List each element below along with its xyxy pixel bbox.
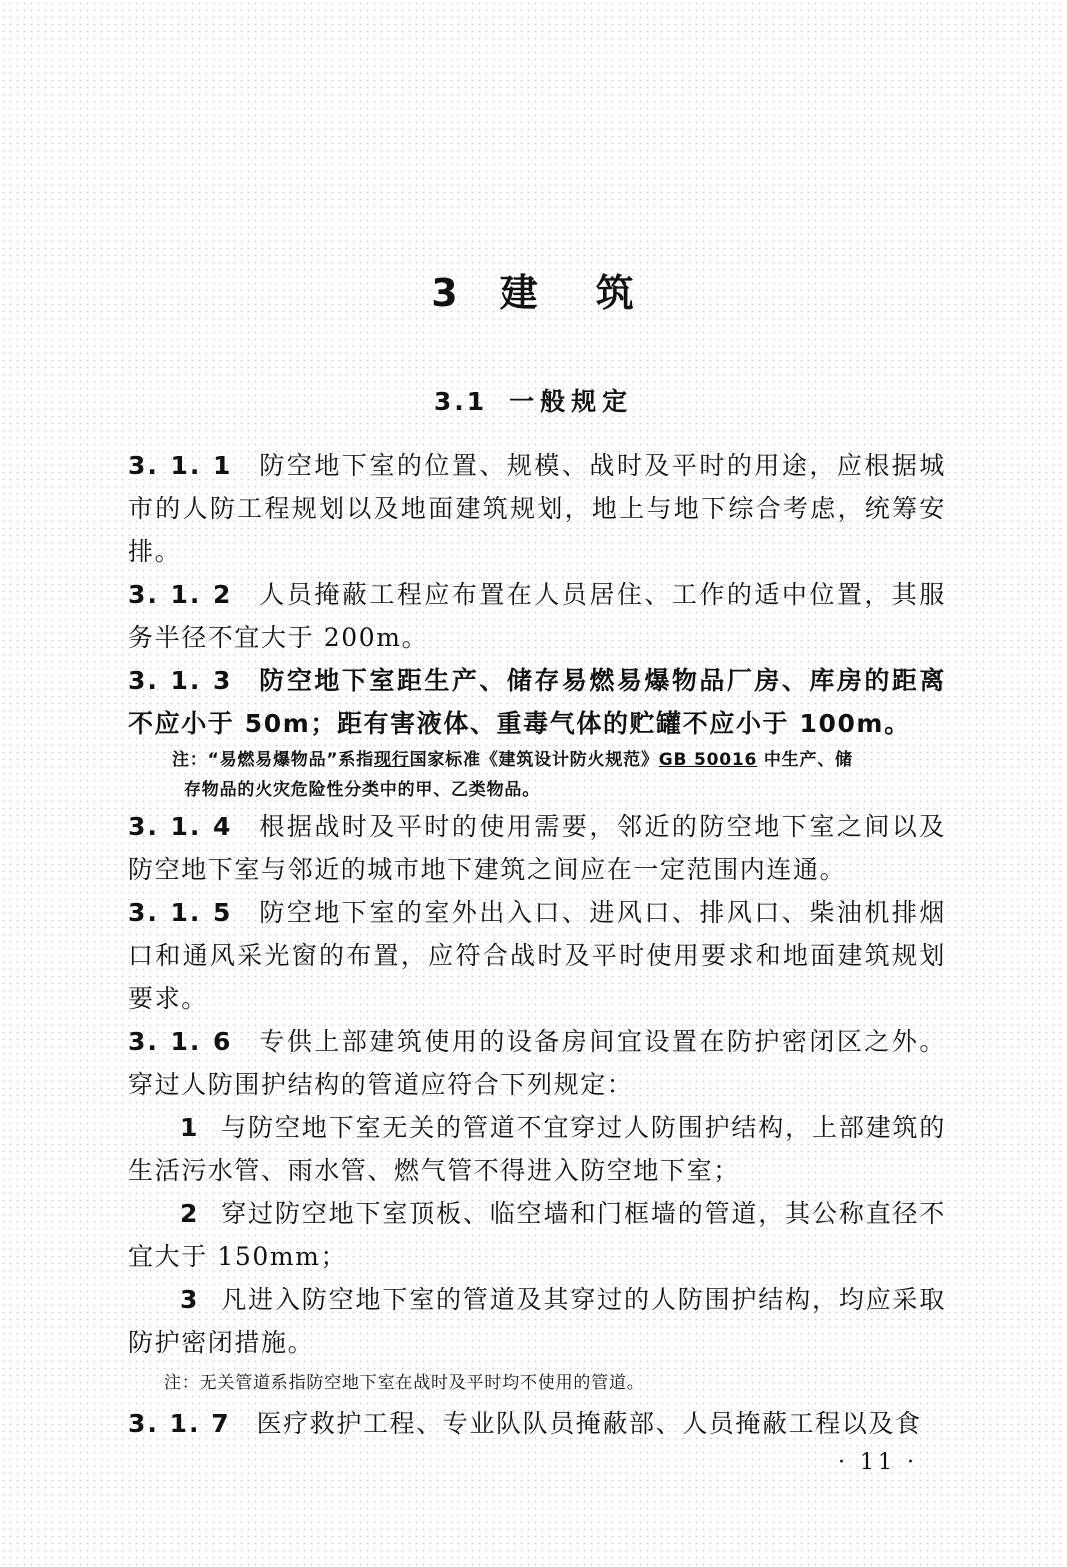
chapter-title-char-2: 筑: [595, 271, 636, 315]
item-text: 穿过防空地下室顶板、临空墙和门框墙的管道，其公称直径不宜大于 150mm；: [128, 1199, 946, 1271]
item-number: 3: [180, 1285, 199, 1314]
clause-text: 根据战时及平时的使用需要，邻近的防空地下室之间以及防空地下室与邻近的城市地下建筑之间应在一定范围内连通。: [128, 812, 946, 884]
clause-3-1-6-item-2: [128, 1192, 946, 1278]
note-middle: 国家标准《建筑设计防火规范》: [409, 750, 659, 770]
clause-text: 防空地下室的位置、规模、战时及平时的用途，应根据城市的人防工程规划以及地面建筑规划，地上与地下综合考虑，统筹安排。: [128, 451, 946, 566]
clause-number: 3. 1. 1: [128, 451, 233, 480]
clause-text: 医疗救护工程、专业队队员掩蔽部、人员掩蔽工程以及食: [256, 1409, 922, 1438]
clause-3-1-1: [128, 444, 946, 573]
clause-3-1-7: [128, 1402, 946, 1445]
clause-3-1-6-item-3: [128, 1278, 946, 1364]
clause-number: 3. 1. 6: [128, 1027, 233, 1056]
clause-text: 防空地下室距生产、储存易燃易爆物品厂房、库房的距离不应小于 50m；距有害液体、重毒气体的贮罐不应小于 100m。: [128, 666, 946, 738]
clause-3-1-4: [128, 805, 946, 891]
chapter-number: 3: [431, 271, 460, 315]
note-underlined-term: 现行: [373, 750, 410, 770]
chapter-title-char-1: 建: [499, 271, 540, 315]
body-text: [128, 444, 946, 1445]
page-number: · 11 ·: [838, 1450, 918, 1475]
clause-number: 3. 1. 4: [128, 812, 233, 841]
note-line-2: 存物品的火灾危险性分类中的甲、乙类物品。: [184, 780, 540, 800]
clause-number: 3. 1. 5: [128, 898, 233, 927]
clause-text: 人员掩蔽工程应布置在人员居住、工作的适中位置，其服务半径不宜大于 200m。: [128, 580, 946, 652]
clause-text: 防空地下室的室外出入口、进风口、排风口、柴油机排烟口和通风采光窗的布置，应符合战时及平时使用要求和地面建筑规划要求。: [128, 898, 946, 1013]
clause-3-1-3-note: [128, 745, 946, 805]
clause-3-1-6-item-1: [128, 1106, 946, 1192]
chapter-title: [0, 262, 1067, 317]
clause-3-1-3: [128, 659, 946, 745]
clause-number: 3. 1. 2: [128, 580, 233, 609]
note-prefix: 注：“易燃易爆物品”系指: [172, 750, 374, 770]
clause-number: 3. 1. 3: [128, 666, 233, 695]
item-number: 1: [180, 1113, 199, 1142]
clause-3-1-5: [128, 891, 946, 1020]
item-text: 与防空地下室无关的管道不宜穿过人防围护结构，上部建筑的生活污水管、雨水管、燃气管不得进入防空地下室；: [128, 1113, 946, 1185]
section-title: [0, 382, 1067, 418]
clause-3-1-6-note: 注：无关管道系指防空地下室在战时及平时均不使用的管道。: [164, 1373, 645, 1393]
clause-text: 专供上部建筑使用的设备房间宜设置在防护密闭区之外。穿过人防围护结构的管道应符合下列规定：: [128, 1027, 946, 1099]
clause-3-1-6: [128, 1020, 946, 1106]
clause-3-1-2: [128, 573, 946, 659]
section-heading: 一般规定: [509, 387, 634, 416]
section-number: 3.1: [433, 387, 488, 416]
note-suffix: 中生产、储: [757, 750, 853, 770]
clause-number: 3. 1. 7: [128, 1409, 231, 1438]
item-text: 凡进入防空地下室的管道及其穿过的人防围护结构，均应采取防护密闭措施。: [128, 1285, 946, 1357]
item-number: 2: [180, 1199, 199, 1228]
note-standard-code: GB 50016: [658, 750, 758, 770]
